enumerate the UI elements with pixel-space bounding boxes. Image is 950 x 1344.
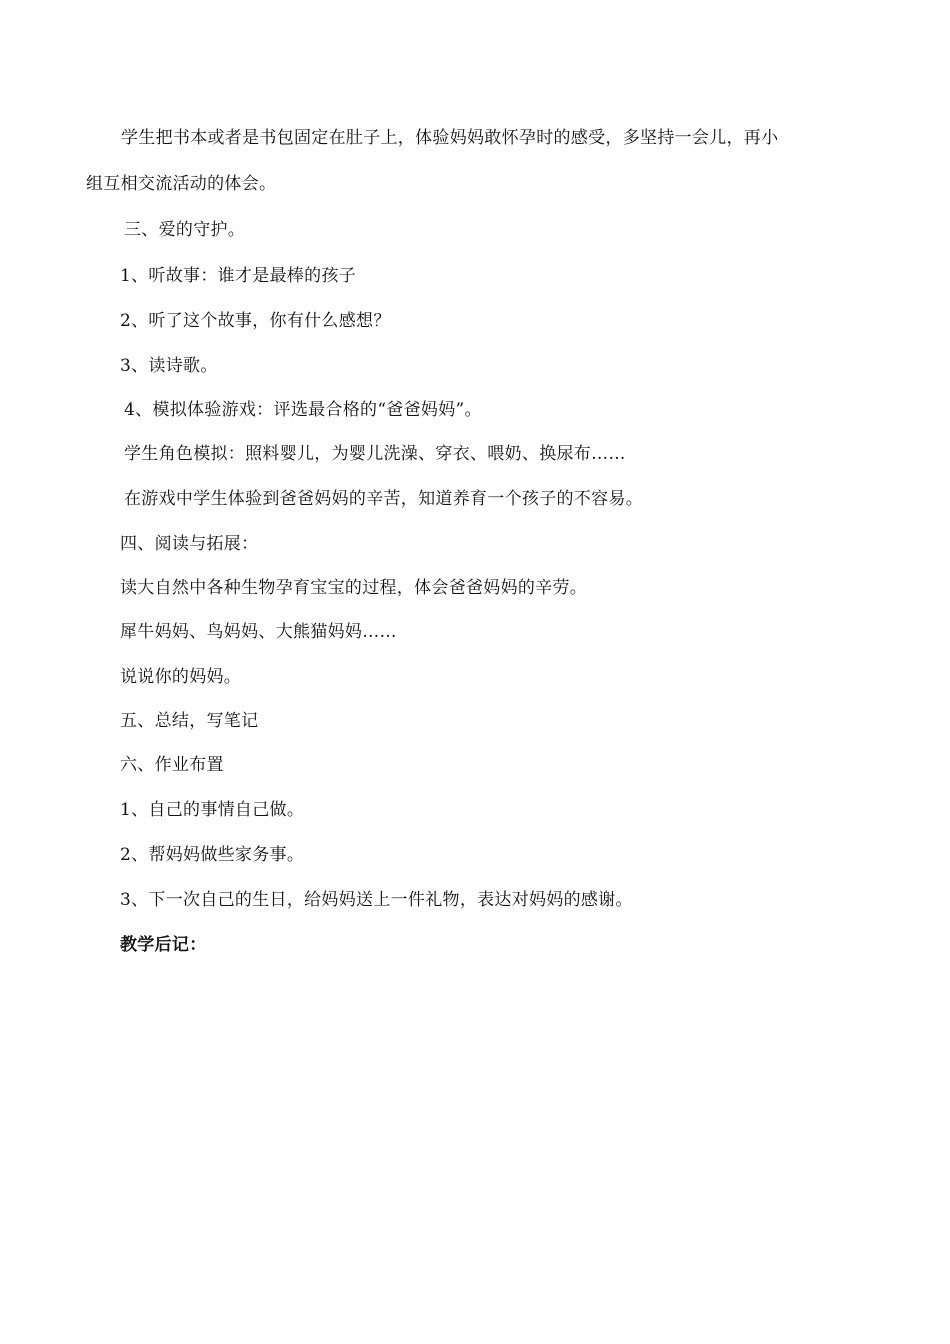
intro-line-2: 组互相交流活动的体会。 (86, 174, 277, 194)
section-3-item-4: 4、模拟体验游戏：评选最合格的“爸爸妈妈”。 (124, 400, 482, 420)
section-6-heading: 六、作业布置 (120, 755, 224, 775)
section-4-line-3: 说说你的妈妈。 (120, 667, 242, 687)
section-3-item-2: 2、听了这个故事，你有什么感想？ (120, 311, 391, 331)
section-6-item-2: 2、帮妈妈做些家务事。 (120, 845, 305, 865)
section-4-line-1: 读大自然中各种生物孕育宝宝的过程，体会爸爸妈妈的辛劳。 (120, 578, 588, 598)
section-6-item-1: 1、自己的事情自己做。 (120, 800, 305, 820)
section-3-reflection: 在游戏中学生体验到爸爸妈妈的辛苦，知道养育一个孩子的不容易。 (124, 489, 643, 509)
intro-line-1: 学生把书本或者是书包固定在肚子上，体验妈妈敢怀孕时的感受，多坚持一会儿，再小 (121, 128, 779, 148)
section-6-item-3: 3、下一次自己的生日，给妈妈送上一件礼物，表达对妈妈的感谢。 (120, 890, 633, 910)
section-3-heading: 三、爱的守护。 (124, 220, 246, 240)
section-4-line-2: 犀牛妈妈、鸟妈妈、大熊猫妈妈…… (120, 622, 397, 642)
section-3-item-1: 1、听故事：谁才是最棒的孩子 (120, 266, 357, 286)
section-4-heading: 四、阅读与拓展： (120, 534, 259, 554)
section-5-heading: 五、总结，写笔记 (120, 711, 259, 731)
section-3-item-3: 3、读诗歌。 (120, 356, 218, 376)
section-3-role-play: 学生角色模拟：照料婴儿，为婴儿洗澡、穿衣、喂奶、换尿布…… (124, 444, 626, 464)
postscript-label: 教学后记： (120, 935, 207, 955)
